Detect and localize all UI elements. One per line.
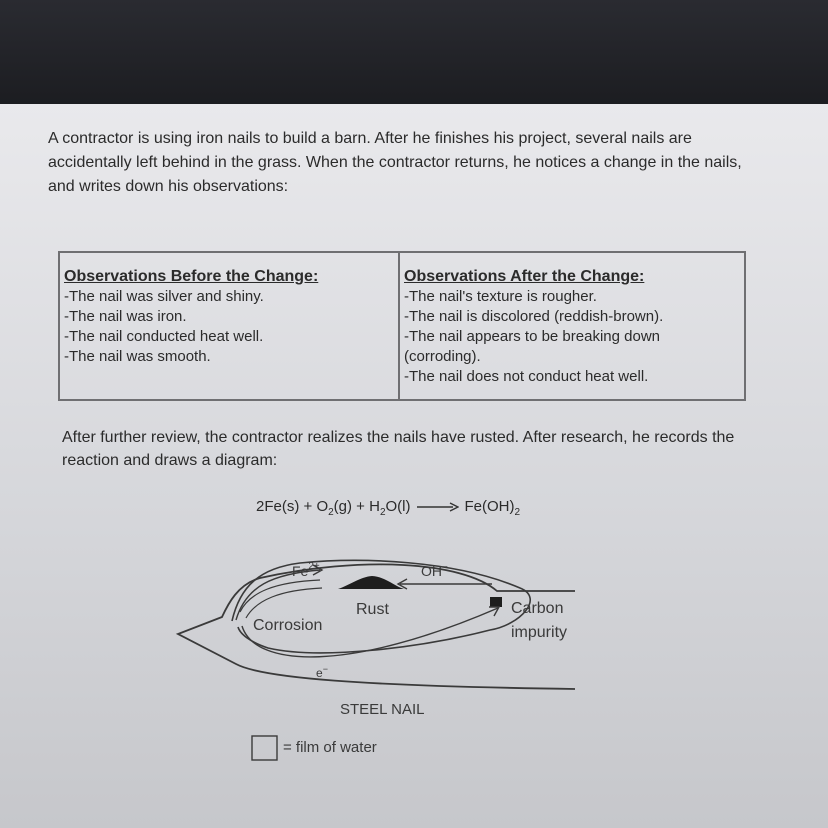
carbon-label: Carbon — [511, 600, 564, 617]
steel-nail-label: STEEL NAIL — [340, 701, 425, 718]
rust-label: Rust — [356, 601, 389, 618]
reactant-iron: 2Fe(s) — [256, 498, 300, 515]
water-state: O(l) — [385, 498, 411, 515]
after-list — [404, 287, 738, 387]
hydroxide-label: OH− — [421, 562, 448, 579]
corrosion-diagram — [0, 540, 828, 780]
intro-paragraph: A contractor is using iron nails to build a barn. After he finishes his project, several nails are accidentally left behind in the grass. When the contractor returns, he notices a change in the nails, and writes down his observations: — [48, 130, 742, 195]
list-item: -The nail does not conduct heat well. — [404, 368, 649, 385]
list-item: -The nail is discolored (reddish-brown). — [404, 308, 664, 325]
oxygen-subscript: 2 — [328, 507, 334, 518]
water-band-line — [240, 580, 320, 612]
list-item: -The nail was silver and shiny. — [64, 288, 264, 305]
iron-ion-label: $Fe^{2+}$ — [292, 561, 320, 579]
rust-deposit — [338, 576, 404, 589]
reaction-equation — [256, 498, 520, 518]
after-heading: Observations After the Change: — [404, 268, 645, 285]
review-paragraph: After further review, the contractor realizes the nails have rusted. After research, he records the reaction and draws a diagram: — [62, 429, 735, 469]
before-list — [64, 287, 392, 367]
carbon-impurity-block — [490, 597, 502, 607]
top-bar — [0, 0, 828, 104]
legend-label: = film of water — [283, 739, 377, 756]
observations-table — [58, 251, 746, 401]
list-item: -The nail was smooth. — [64, 348, 211, 365]
before-heading: Observations Before the Change: — [64, 268, 319, 285]
before-column — [60, 253, 400, 399]
list-item: -The nail was iron. — [64, 308, 187, 325]
plus-oxygen: + O — [299, 498, 329, 515]
reaction-arrow-icon — [417, 502, 459, 512]
product: Fe(OH) — [464, 498, 515, 515]
water-band-line — [246, 588, 322, 618]
list-item: -The nail conducted heat well. — [64, 328, 264, 345]
list-item: -The nail appears to be breaking down (corroding). — [404, 328, 660, 365]
water-film-legend-box — [252, 736, 277, 760]
water-subscript: 2 — [379, 507, 386, 518]
corrosion-label: Corrosion — [253, 617, 323, 634]
impurity-label: impurity — [511, 624, 568, 641]
oxygen-state: (g) — [333, 498, 353, 515]
list-item: -The nail's texture is rougher. — [404, 288, 597, 305]
after-column — [400, 253, 744, 399]
product-subscript: 2 — [514, 507, 521, 518]
electron-label: e− — [316, 664, 328, 680]
plus-water: + H — [352, 498, 380, 515]
